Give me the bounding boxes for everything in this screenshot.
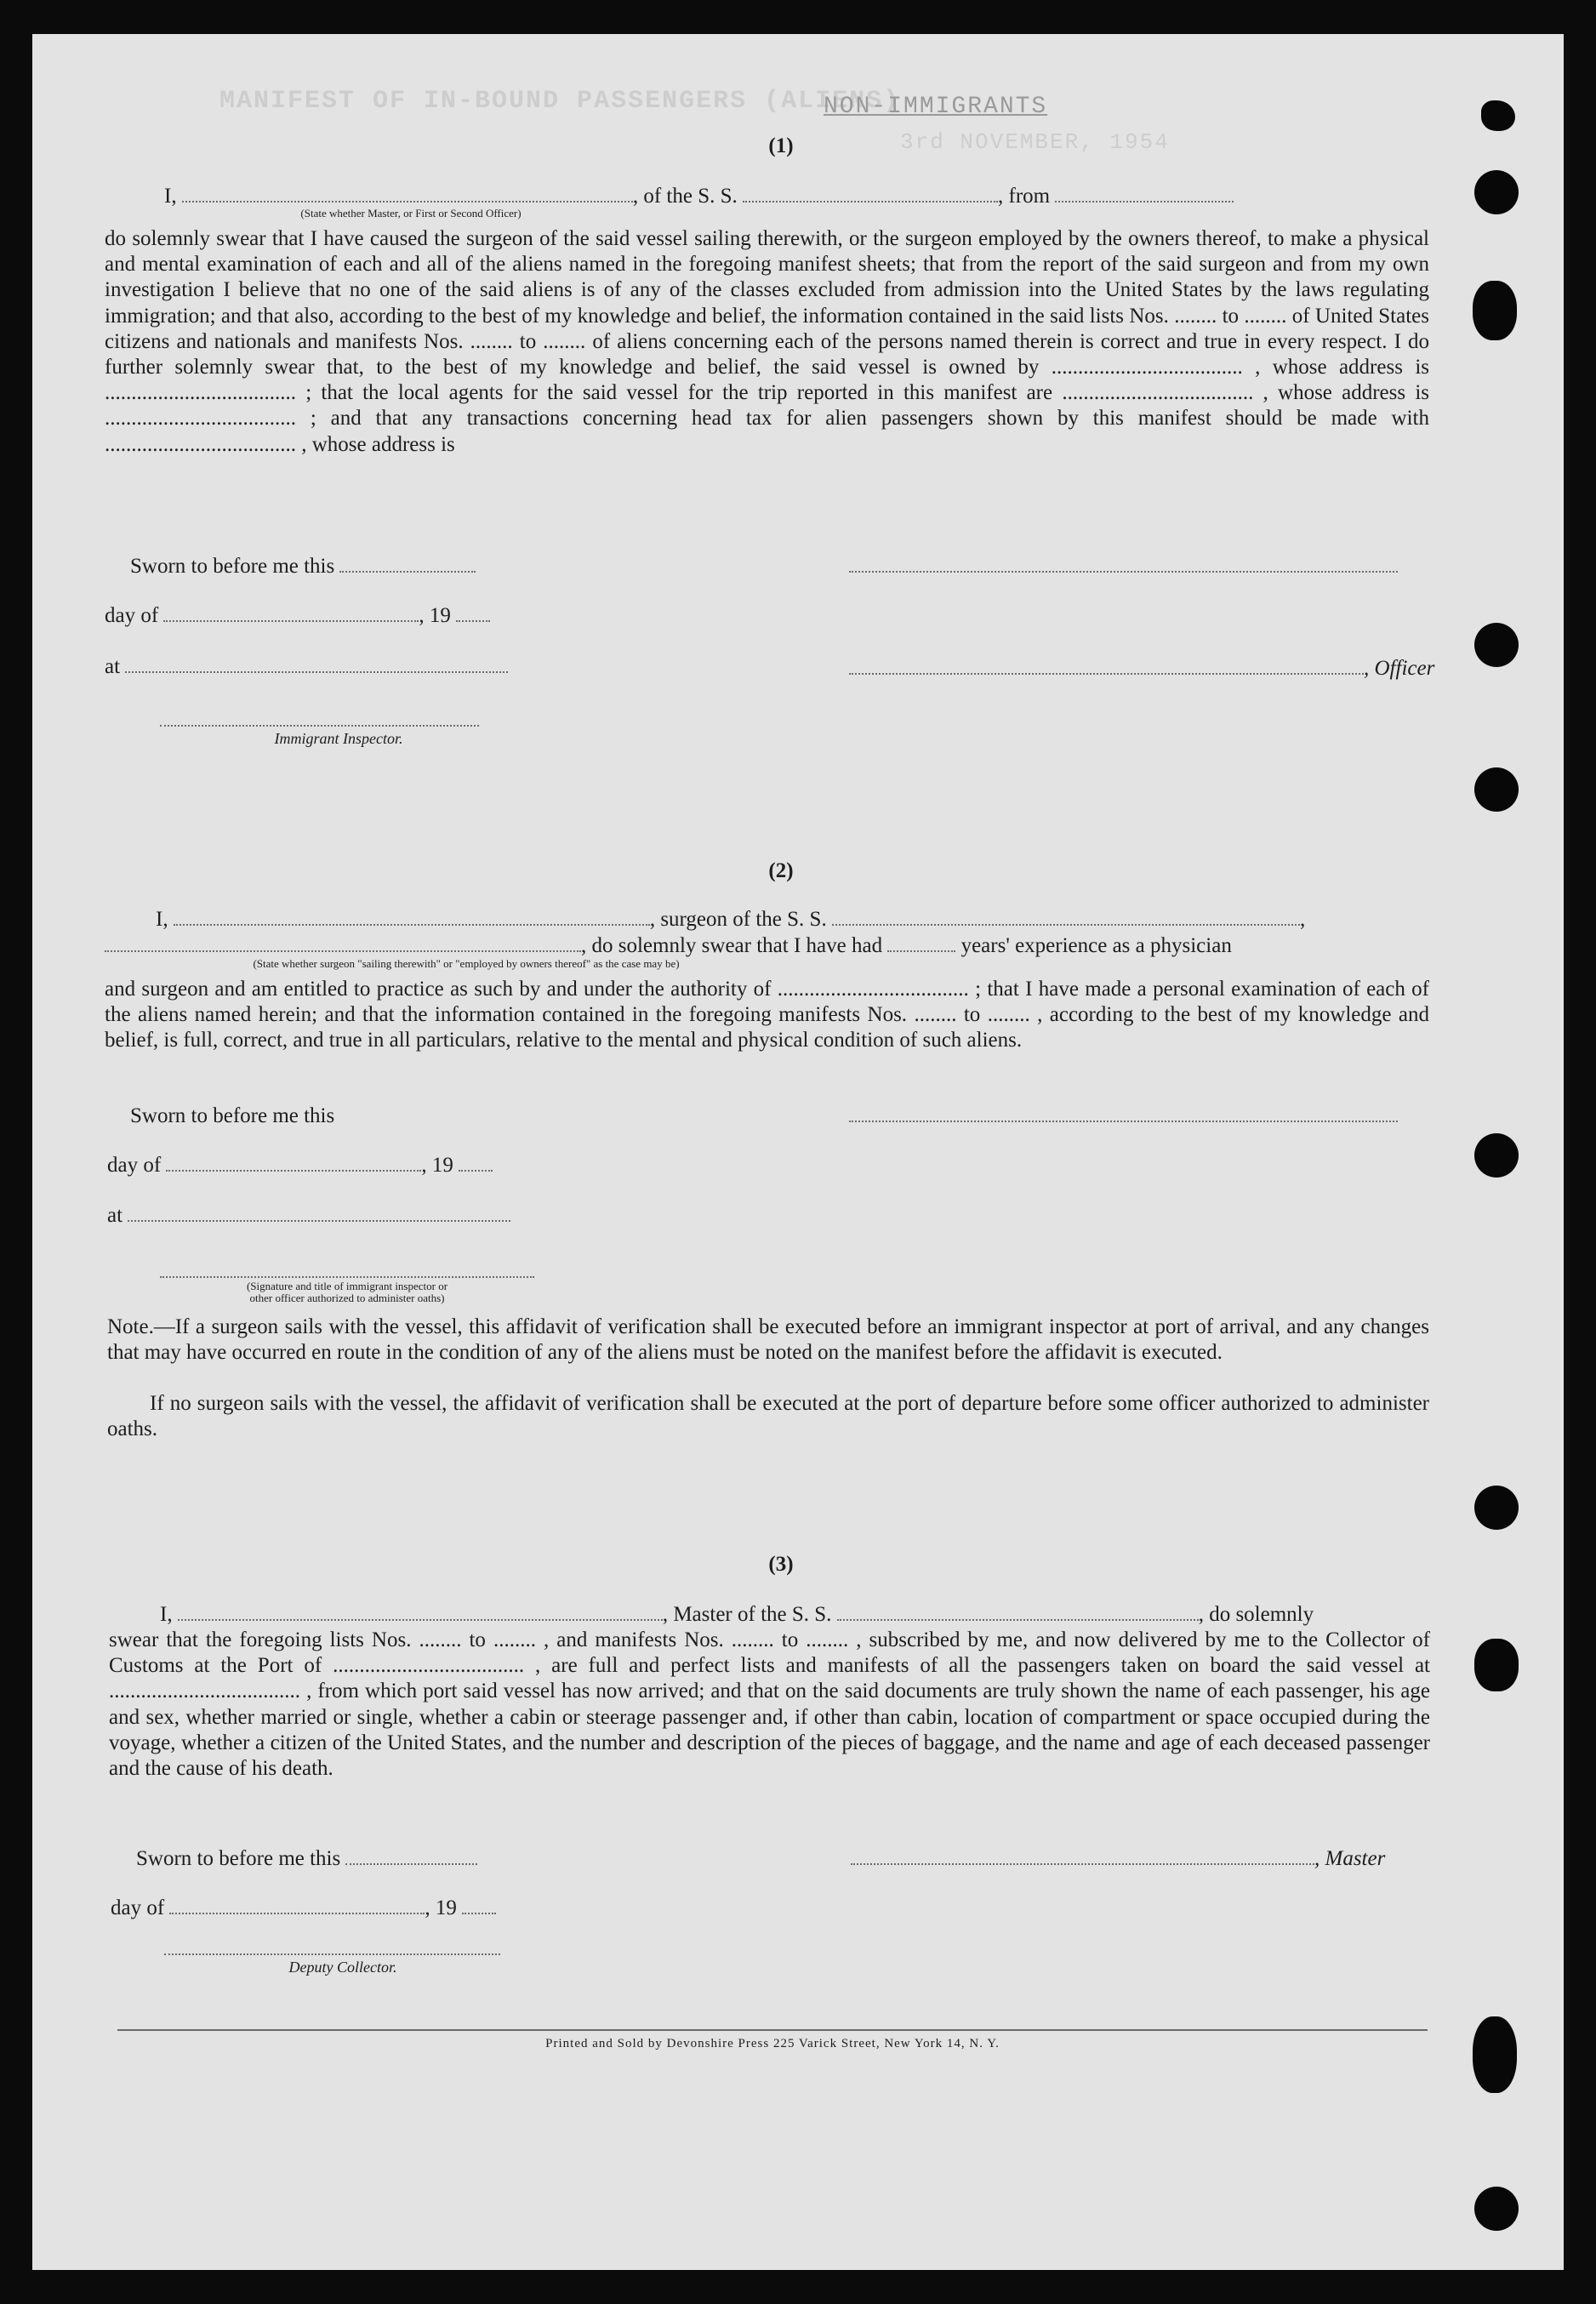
document-page (32, 34, 1564, 2270)
ghost-title: MANIFEST OF IN-BOUND PASSENGERS (ALIENS) (219, 87, 901, 116)
binder-hole (1473, 2016, 1517, 2093)
s1-from: , from (998, 185, 1051, 208)
section-2-sig-line (160, 1276, 534, 1278)
section-3-collector-line (164, 1953, 500, 1955)
section-2-number: (2) (768, 859, 794, 882)
ghost-stamp: NON-IMMIGRANTS (824, 94, 1048, 120)
ghost-date: 3rd NOVEMBER, 1954 (900, 129, 1170, 155)
binder-hole (1474, 623, 1519, 667)
binder-hole (1474, 767, 1519, 812)
section-2-body: and surgeon and am entitled to practice as such by and under the authority of .................................... ; that I have made a personal examination of each of the aliens named herein; and that the information contained in the foregoing manifests Nos. ........ to ........ , according to the best of my knowledge and belief, is full, correct, and true in all particulars, relative to the mental and physical condition of such aliens. (105, 978, 1429, 1052)
binder-hole (1473, 281, 1517, 340)
section-2-sig-note-2: other officer authorized to administer oaths) (249, 1292, 445, 1304)
section-2-note-2: If no surgeon sails with the vessel, the affidavit of verification shall be executed at the port of departure before some officer authorized to administer oaths. (107, 1392, 1429, 1441)
section-3-line-1: I, , Master of the S. S. , do solemnly (160, 1603, 1314, 1626)
section-2-note-1: Note.—If a surgeon sails with the vessel, this affidavit of verification shall be executed before an immigrant inspector at port of arrival, and any changes that may have occurred en route in the condition of any of the aliens must be noted on the manifest before the affidavit is executed. (107, 1315, 1429, 1365)
section-1-right-sig-line (849, 554, 1398, 579)
section-2-surgeon-note: (State whether surgeon "sailing therewith" or "employed by owners thereof" as the case may be) (253, 957, 680, 970)
section-3-body: swear that the foregoing lists Nos. ........ to ........ , and manifests Nos. ........ to ........ , subscribed by me, and now delivered by me to the Collector of Customs at the Port of .................................... , are full and perfect lists and manifests of all the passengers taken on board the said vessel at .................................... , from which port said vessel has now arrived; and that on the said documents are truly shown the name of each passenger, his age and sex, whether married or single, whether a cabin or steerage passenger and, if other than cabin, location of compartment or space occupied during the voyage, whether a citizen of the United States, and the number and description of the pieces of baggage, and the name and age of each deceased passenger and the cause of his death. (109, 1628, 1430, 1781)
section-1-officer-note: (State whether Master, or First or Second Officer) (300, 207, 522, 220)
section-1-inspector: Immigrant Inspector. (274, 730, 403, 747)
section-3-collector: Deputy Collector. (288, 1959, 397, 1976)
s1-of-ss: , of the S. S. (632, 185, 738, 208)
section-1-body: do solemnly swear that I have caused the surgeon of the said vessel sailing therewith, or the surgeon employed by the owners thereof, to make a physical and mental examination of each and all of the aliens named in the foregoing manifest sheets; that from the report of the said surgeon and from my own investigation I believe that no one of the said aliens is of any of the classes excluded from admission into the United States by the laws regulating immigration; and that also, according to the best of my knowledge and belief, the information contained in the said lists Nos. ........ to ........ of United States citizens and nationals and manifests Nos. ........ to ........ of aliens concerning each of the persons named therein is correct and true in every respect. I do further solemnly swear that, to the best of my knowledge and belief, the said vessel is owned by .................................... , whose address is .................................... ; that the local agents for the said vessel for the trip reported in this manifest are .................................... , whose address is .................................... ; and that any transactions concerning head tax for alien passengers shown by this manifest should be made with .................................... , whose address is (105, 227, 1429, 456)
binder-hole (1474, 170, 1519, 214)
binder-hole (1474, 1486, 1519, 1530)
section-3-number: (3) (768, 1553, 794, 1576)
section-2-right-sig-line (849, 1104, 1398, 1129)
binder-hole (1474, 1133, 1519, 1178)
section-3-day-of: day of , 19 (111, 1896, 496, 1921)
section-2-sworn: Sworn to before me this (130, 1104, 335, 1127)
binder-hole (1481, 100, 1515, 131)
section-1-number: (1) (768, 134, 794, 157)
s1-i: I, (164, 185, 177, 208)
binder-hole (1474, 1639, 1519, 1691)
section-2-line-2: , do solemnly swear that I have had years' experience as a physician (105, 933, 1232, 959)
section-3-master: , Master (851, 1846, 1385, 1872)
section-1-sworn: Sworn to before me this (130, 554, 476, 579)
section-1-day-of: day of , 19 (105, 603, 490, 629)
section-2-at: at (107, 1203, 510, 1229)
printer-imprint: Printed and Sold by Devonshire Press 225 Varick Street, New York 14, N. Y. (545, 2037, 1000, 2050)
footer-rule (117, 2029, 1428, 2031)
section-3-sworn: Sworn to before me this (136, 1846, 477, 1872)
section-2-sig-note-1: (Signature and title of immigrant inspector or (246, 1280, 448, 1292)
section-1-inspector-line (160, 725, 479, 727)
section-2-day-of: day of , 19 (107, 1153, 493, 1178)
section-2-line-1: I, , surgeon of the S. S. , (156, 908, 1306, 931)
section-1-line-1 (164, 184, 1234, 209)
section-1-officer-signature: , Officer (849, 656, 1434, 682)
binder-hole (1474, 2187, 1519, 2231)
section-1-at: at (105, 654, 508, 680)
